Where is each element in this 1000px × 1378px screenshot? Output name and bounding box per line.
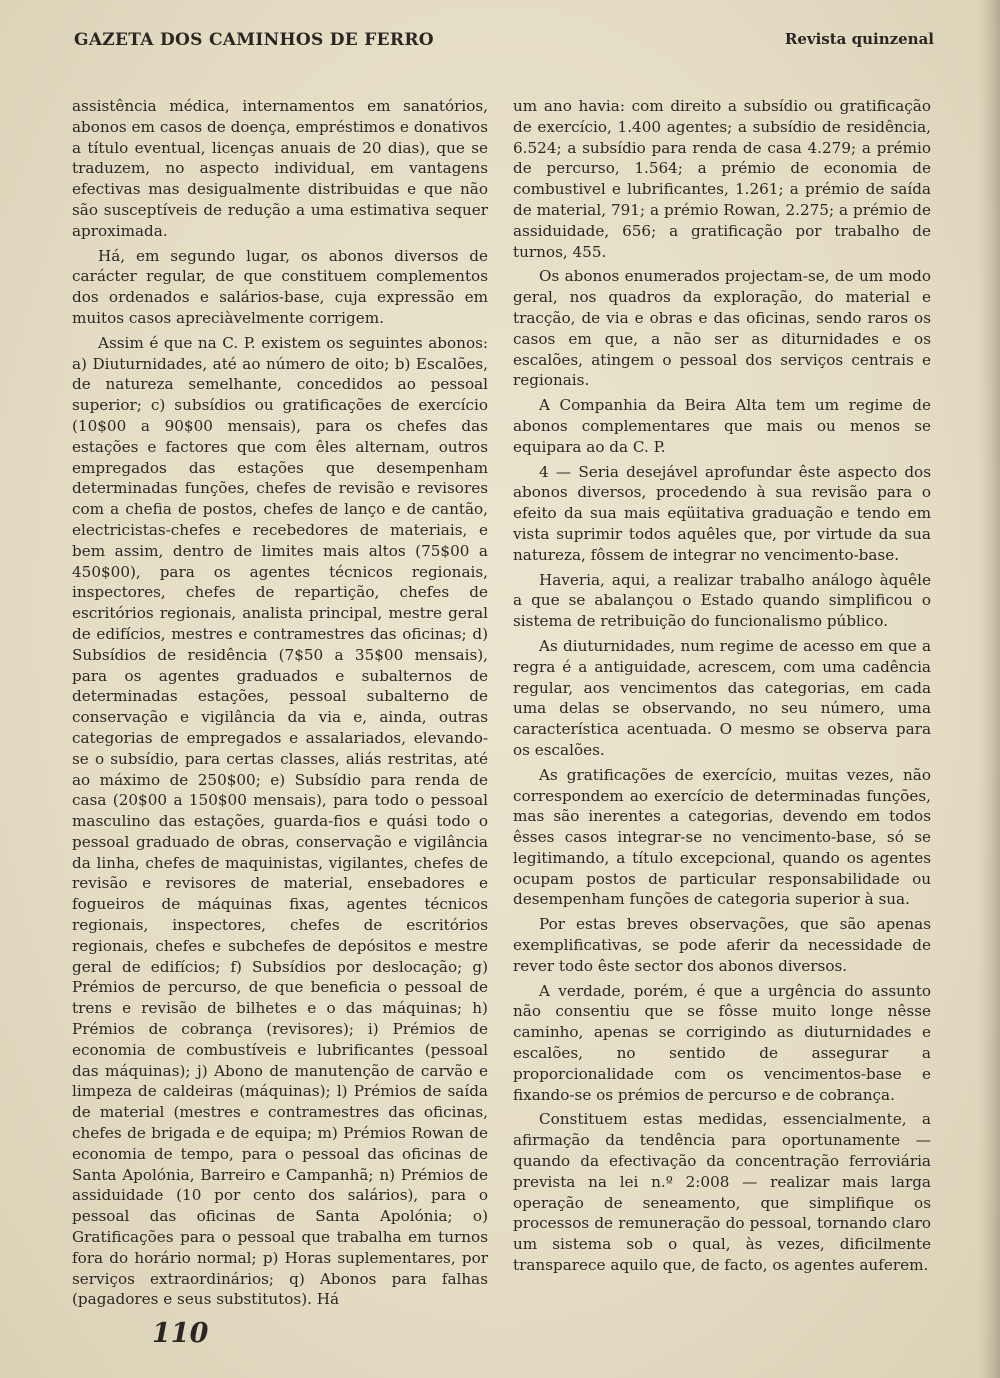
paragraph: Os abonos enumerados projectam-se, de um modo geral, nos quadros da exploração, do material e tracção, de via e obras e das oficinas, sendo raros os casos em que, a não ser as diturnidades e os escalões, atingem o pessoal dos serviços centrais e regionais. <box>513 267 931 390</box>
paragraph: Assim é que na C. P. existem os seguintes abonos: a) Diuturnidades, até ao número de oito; b) Escalões, de natureza semelhante, concedidos ao pessoal superior; c) subsídios ou gratificações de exercício (10$00 a 90$00 mensais), para os chefes das estações e factores que com êles alternam, outros empregados das estações que desempenham determinadas funções, chefes de revisão e revisores com a chefia de postos, chefes de lanço e de cantão, electricistas-chefes e recebedores de materiais, e bem assim, dentro de limites mais altos (75$00 a 450$00), para os agentes técnicos regionais, inspectores, chefes de repartição, chefes de escritórios regionais, analista principal, mestre geral de edifícios, mestres e contramestres das oficinas; d) Subsídios de residência (7$50 a 35$00 mensais), para os agentes graduados e subalternos de determinadas estações, pessoal subalterno de conservação e vigilância da via e, ainda, outras categorias de empregados e assalariados, elevando-se o subsídio, para certas classes, aliás restritas, até ao máximo de 250$00; e) Subsídio para renda de casa (20$00 a 150$00 mensais), para todo o pessoal masculino das estações, guarda-fios e quási todo o pessoal graduado de obras, conservação e vigilância da linha, chefes de maquinistas, vigilantes, chefes de revisão e revisores de material, ensebadores e fogueiros de máquinas fixas, agentes técnicos regionais, inspectores, chefes de escritórios regionais, chefes e subchefes de depósitos e mestre geral de edifícios; f) Subsídios por deslocação; g) Prémios de percurso, de que beneficia o pessoal de trens e revisão de bilhetes e o das máquinas; h) Prémios de cobrança (revisores); i) Prémios de economia de combustíveis e lubrificantes (pessoal das máquinas); j) Abono de manutenção de carvão e limpeza de caldeiras (máquinas); l) Prémios de saída de material (mestres e contramestres das oficinas, chefes de brigada e de equipa; m) Prémios Rowan de economia de tempo, para o pessoal das oficinas de Santa Apolónia, Barreiro e Campanhã; n) Prémios de assiduidade (10 por cento dos salários), para o pessoal das oficinas de Santa Apolónia; o) Gratificações para o pessoal que trabalha em turnos fora do horário normal; p) Horas suplementares, por serviços extraordinários; q) Abonos para falhas (pagadores e seus substitutos). Há <box>72 333 488 1309</box>
page-edge-shadow <box>978 0 1000 1378</box>
paragraph: um ano havia: com direito a subsídio ou gratificação de exercício, 1.400 agentes; a subsídio de residência, 6.524; a subsídio para renda de casa 4.279; a prémio de percurso, 1.564; a prémio de economia de combustivel e lubrificantes, 1.261; a prémio de saída de material, 791; a prémio Rowan, 2.275; a prémio de assiduidade, 656; a gratificação por trabalho de turnos, 455. <box>513 97 931 261</box>
paragraph: A verdade, porém, é que a urgência do assunto não consentiu que se fôsse muito longe nêsse caminho, apenas se corrigindo as diuturnidades e escalões, no sentido de assegurar a proporcionalidade com os vencimentos-base e fixando-se os prémios de percurso e de cobrança. <box>513 981 931 1104</box>
paragraph: As diuturnidades, num regime de acesso em que a regra é a antiguidade, acrescem, com uma cadência regular, aos vencimentos das categorias, em cada uma delas se observando, no seu número, uma característica acentuada. O mesmo se observa para os escalões. <box>513 636 931 759</box>
running-header <box>74 30 934 58</box>
paragraph: As gratificações de exercício, muitas vezes, não correspondem ao exercício de determinadas funções, mas são inerentes a categorias, devendo em todos êsses casos integrar-se no vencimento-base, só se legitimando, a título excepcional, quando os agentes ocupam postos de particular responsabilidade ou desempenham funções de categoria superior à sua. <box>513 765 931 909</box>
paragraph: Há, em segundo lugar, os abonos diversos de carácter regular, de que constituem complementos dos ordenados e salários-base, cuja expressão em muitos casos apreciàvelmente corrigem. <box>72 246 488 327</box>
paragraph: A Companhia da Beira Alta tem um regime de abonos complementares que mais ou menos se equipara ao da C. P. <box>513 396 931 456</box>
right-column <box>513 96 931 1280</box>
paragraph: 4 — Seria desejável aprofundar êste aspecto dos abonos diversos, procedendo à sua revisão para o efeito da sua mais eqüitativa graduação e tendo em vista suprimir todos aquêles que, por virtude da sua natureza, fôssem de integrar no vencimento-base. <box>513 462 931 564</box>
left-column <box>72 96 488 1314</box>
paragraph: Haveria, aqui, a realizar trabalho análogo àquêle a que se abalançou o Estado quando simplificou o sistema de retribuição do funcionalismo público. <box>513 570 931 631</box>
paragraph: Constituem estas medidas, essencialmente, a afirmação da tendência para oportunamente — quando da efectivação da concentração ferroviária prevista na lei n.º 2:008 — realizar mais larga operação de seneamento, que simplifique os processos de remuneração do pessoal, tornando claro um sistema sob o qual, às vezes, dificilmente transparece aquilo que, de facto, os agentes auferem. <box>513 1110 931 1275</box>
publication-title: GAZETA DOS CAMINHOS DE FERRO <box>74 30 434 50</box>
paragraph: assistência médica, internamentos em sanatórios, abonos em casos de doença, empréstimos e donativos a título eventual, licenças anuais de 20 dias), que se traduzem, no aspecto individual, em vantagens efectivas mas desigualmente distribuidas e que não são susceptíveis de redução a uma estimativa sequer aproximada. <box>72 97 488 240</box>
page-number: 110 <box>152 1318 209 1349</box>
paragraph: Por estas breves observações, que são apenas exemplificativas, se pode aferir da necessidade de rever todo êste sector dos abonos diversos. <box>513 915 931 975</box>
section-label: Revista quinzenal <box>784 30 934 48</box>
